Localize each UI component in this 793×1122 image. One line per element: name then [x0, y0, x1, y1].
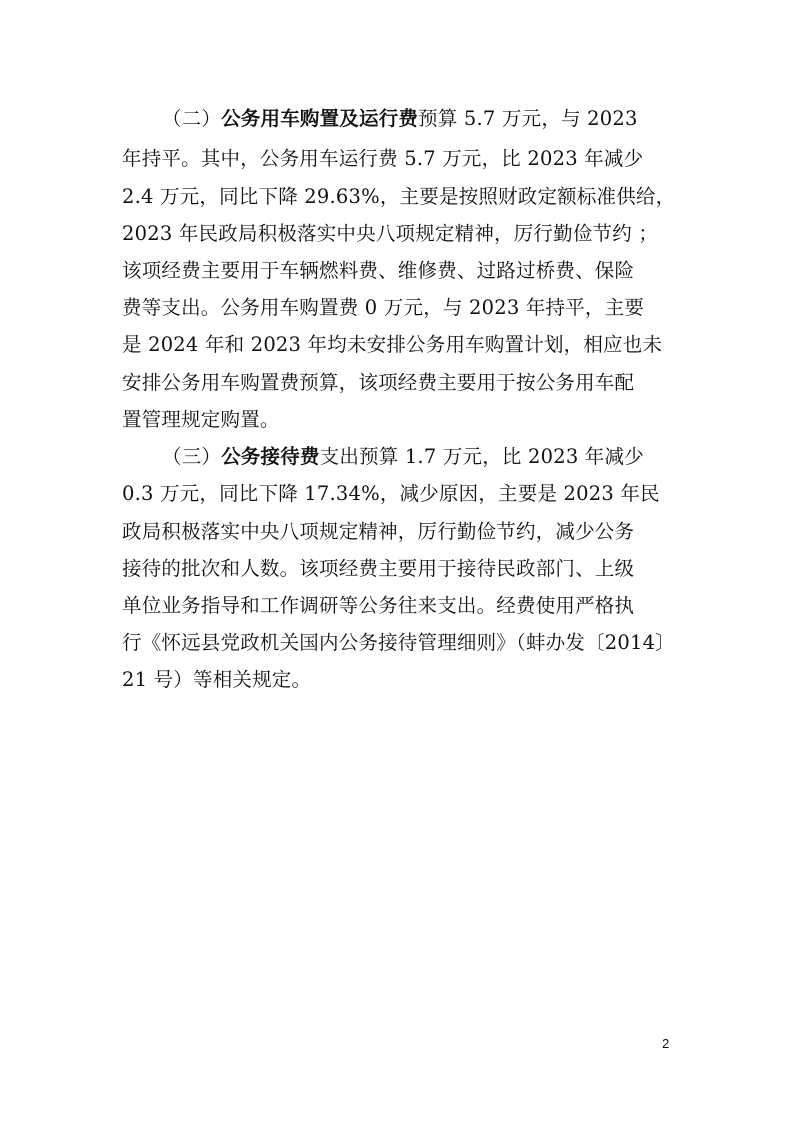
- paragraph-3-line-7: 21 号）等相关规定。: [122, 668, 312, 691]
- paragraph-2-line-3: 2.4 万元，同比下降 29.63%，主要是按照财政定额标准供给，: [122, 185, 676, 208]
- paragraph-text: 预算 5.7 万元，与 2023: [418, 107, 638, 130]
- paragraph-2-line-2: 年持平。其中，公务用车运行费 5.7 万元，比 2023 年减少: [122, 147, 644, 170]
- paragraph-3-line-4: 接待的批次和人数。该项经费主要用于接待民政部门、上级: [122, 557, 635, 580]
- paragraph-2-line-5: 该项经费主要用于车辆燃料费、维修费、过路过桥费、保险: [122, 259, 635, 282]
- section-heading-reception-costs: 公务接待费: [221, 445, 320, 468]
- paragraph-2-line-7: 是 2024 年和 2023 年均未安排公务用车购置计划，相应也未: [122, 333, 663, 356]
- paragraph-2-line-4: 2023 年民政局积极落实中央八项规定精神，厉行勤俭节约 ；: [122, 222, 659, 245]
- paragraph-3-line-6: 行《怀远县党政机关国内公务接待管理细则》（蚌办发〔2014〕: [122, 631, 675, 654]
- paragraph-3-line-2: 0.3 万元，同比下降 17.34%，减少原因，主要是 2023 年民: [122, 482, 660, 505]
- paragraph-2-line-9: 置管理规定购置。: [122, 408, 280, 431]
- section-heading-vehicle-costs: 公务用车购置及运行费: [221, 107, 419, 130]
- paragraph-3-line-5: 单位业务指导和工作调研等公务往来支出。经费使用严格执: [122, 594, 635, 617]
- paragraph-2-line-8: 安排公务用车购置费预算，该项经费主要用于按公务用车配: [122, 371, 635, 394]
- page-number: 2: [662, 1036, 670, 1051]
- section-number: （二）: [162, 107, 222, 130]
- paragraph-text: 支出预算 1.7 万元，比 2023 年减少: [319, 445, 644, 468]
- paragraph-3-line-3: 政局积极落实中央八项规定精神，厉行勤俭节约，减少公务: [122, 520, 635, 543]
- paragraph-2-line-6: 费等支出。公务用车购置费 0 万元，与 2023 年持平，主要: [122, 296, 645, 319]
- section-number: （三）: [162, 445, 222, 468]
- paragraph-3-line-1: [162, 442, 644, 472]
- paragraph-2-line-1: [162, 104, 638, 134]
